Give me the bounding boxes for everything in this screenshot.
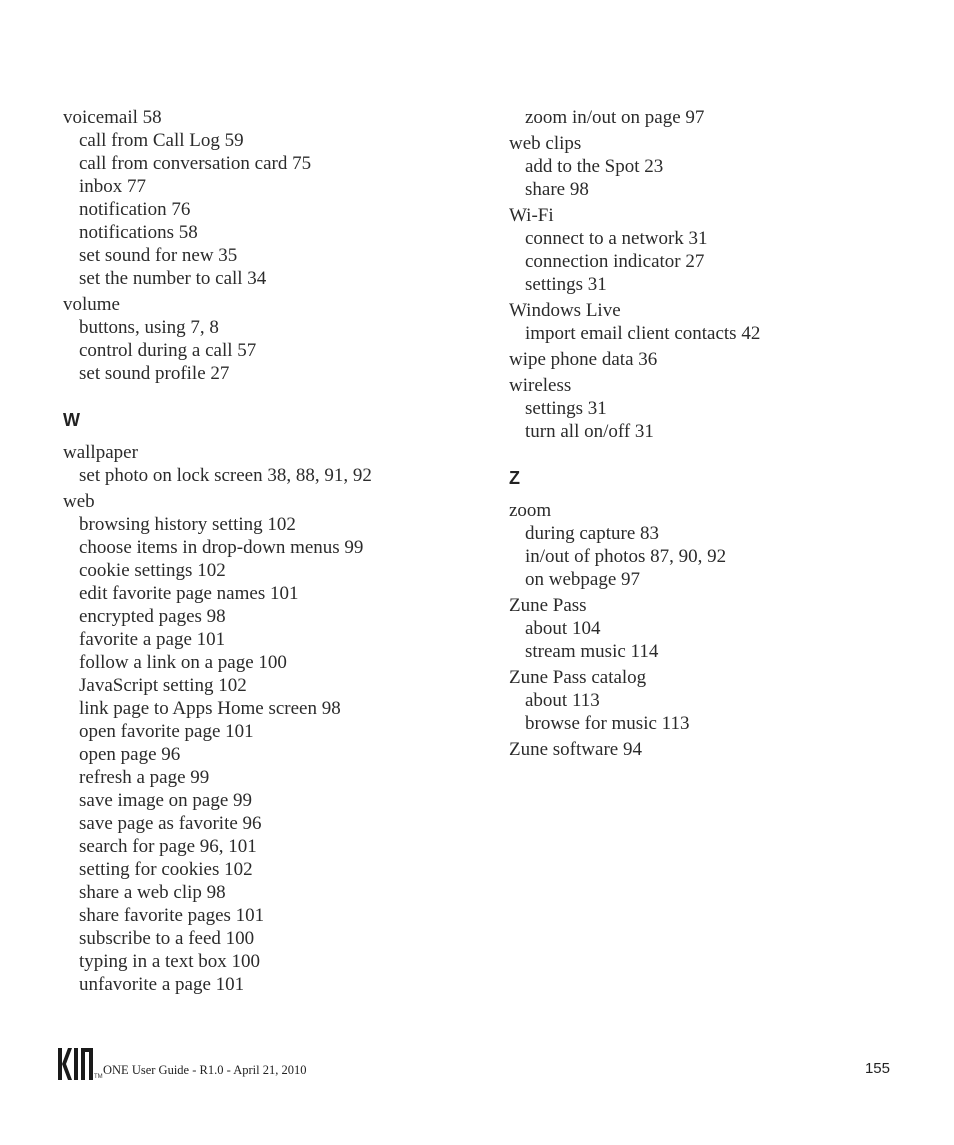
index-subentry: favorite a page 101 — [79, 629, 226, 650]
index-subentry: about 104 — [525, 618, 601, 639]
index-entry — [509, 374, 909, 443]
index-subentry: inbox 77 — [79, 176, 147, 197]
index-term: web — [63, 491, 95, 512]
index-subentry: buttons, using 7, 8 — [79, 317, 219, 338]
index-term: volume — [63, 294, 120, 315]
index-subentry: open favorite page 101 — [79, 721, 254, 742]
index-subentry: add to the Spot 23 — [525, 156, 664, 177]
index-subentry: browse for music 113 — [525, 713, 690, 734]
index-subentry: follow a link on a page 100 — [79, 652, 287, 673]
index-subentry: JavaScript setting 102 — [79, 675, 247, 696]
index-term: Zune Pass catalog — [509, 667, 647, 688]
index-term: web clips — [509, 133, 582, 154]
index-entry — [63, 293, 483, 385]
index-term: zoom — [509, 500, 552, 521]
index-entry — [509, 594, 909, 663]
index-entry — [63, 106, 483, 290]
index-section-letter: W — [63, 410, 80, 430]
trademark-mark: TM — [94, 1074, 103, 1080]
index-subentry: share 98 — [525, 179, 589, 200]
index-subentry: share favorite pages 101 — [79, 905, 265, 926]
index-subentry: choose items in drop-down menus 99 — [79, 537, 364, 558]
index-subentry: link page to Apps Home screen 98 — [79, 698, 341, 719]
index-subentry: browsing history setting 102 — [79, 514, 296, 535]
index-subentry: refresh a page 99 — [79, 767, 210, 788]
index-subentry: call from Call Log 59 — [79, 130, 244, 151]
index-column-right — [509, 106, 909, 764]
index-subentry: set photo on lock screen 38, 88, 91, 92 — [79, 465, 372, 486]
index-term: wipe phone data 36 — [509, 349, 658, 370]
page-number: 155 — [864, 1060, 890, 1077]
index-entry — [509, 204, 909, 296]
index-subentry: save image on page 99 — [79, 790, 253, 811]
index-subentry: connect to a network 31 — [525, 228, 708, 249]
index-entry — [509, 666, 909, 735]
index-term: wallpaper — [63, 442, 138, 463]
index-subentry: notification 76 — [79, 199, 191, 220]
index-term: Zune software 94 — [509, 739, 642, 760]
index-subentry: search for page 96, 101 — [79, 836, 257, 857]
index-subentry: subscribe to a feed 100 — [79, 928, 255, 949]
index-subentry: settings 31 — [525, 274, 607, 295]
index-term: Wi-Fi — [509, 205, 554, 226]
index-subentry: cookie settings 102 — [79, 560, 226, 581]
index-subentry: settings 31 — [525, 398, 607, 419]
index-subentry: stream music 114 — [525, 641, 659, 662]
index-entry — [509, 106, 909, 129]
index-subentry: set sound for new 35 — [79, 245, 238, 266]
index-column-left — [63, 106, 483, 999]
index-entry — [509, 299, 909, 345]
index-subentry: import email client contacts 42 — [525, 323, 761, 344]
index-subentry: zoom in/out on page 97 — [525, 107, 705, 128]
index-term: Zune Pass — [509, 595, 587, 616]
index-term: voicemail 58 — [63, 107, 162, 128]
footer-guide-text: ONE User Guide - R1.0 - April 21, 2010 — [103, 1063, 307, 1077]
index-term: Windows Live — [509, 300, 621, 321]
index-subentry: save page as favorite 96 — [79, 813, 262, 834]
index-entry — [509, 132, 909, 201]
index-subentry: during capture 83 — [525, 523, 660, 544]
index-subentry: open page 96 — [79, 744, 181, 765]
index-subentry: encrypted pages 98 — [79, 606, 226, 627]
index-subentry: connection indicator 27 — [525, 251, 705, 272]
index-subentry: in/out of photos 87, 90, 92 — [525, 546, 727, 567]
index-subentry: on webpage 97 — [525, 569, 641, 590]
index-entry — [63, 441, 483, 487]
index-term: wireless — [509, 375, 572, 396]
index-subentry: turn all on/off 31 — [525, 421, 654, 442]
kin-logo — [58, 1046, 94, 1082]
index-entry — [63, 490, 483, 996]
index-section-letter: Z — [509, 468, 520, 488]
index-subentry: share a web clip 98 — [79, 882, 226, 903]
page-footer — [58, 1046, 890, 1086]
index-subentry: about 113 — [525, 690, 600, 711]
index-subentry: set the number to call 34 — [79, 268, 267, 289]
index-entry — [509, 499, 909, 591]
index-entry — [509, 348, 909, 371]
index-subentry: typing in a text box 100 — [79, 951, 261, 972]
index-subentry: edit favorite page names 101 — [79, 583, 299, 604]
index-subentry: control during a call 57 — [79, 340, 257, 361]
index-entry — [509, 738, 909, 761]
index-subentry: call from conversation card 75 — [79, 153, 312, 174]
index-subentry: notifications 58 — [79, 222, 198, 243]
index-subentry: unfavorite a page 101 — [79, 974, 245, 995]
index-subentry: setting for cookies 102 — [79, 859, 253, 880]
index-subentry: set sound profile 27 — [79, 363, 230, 384]
